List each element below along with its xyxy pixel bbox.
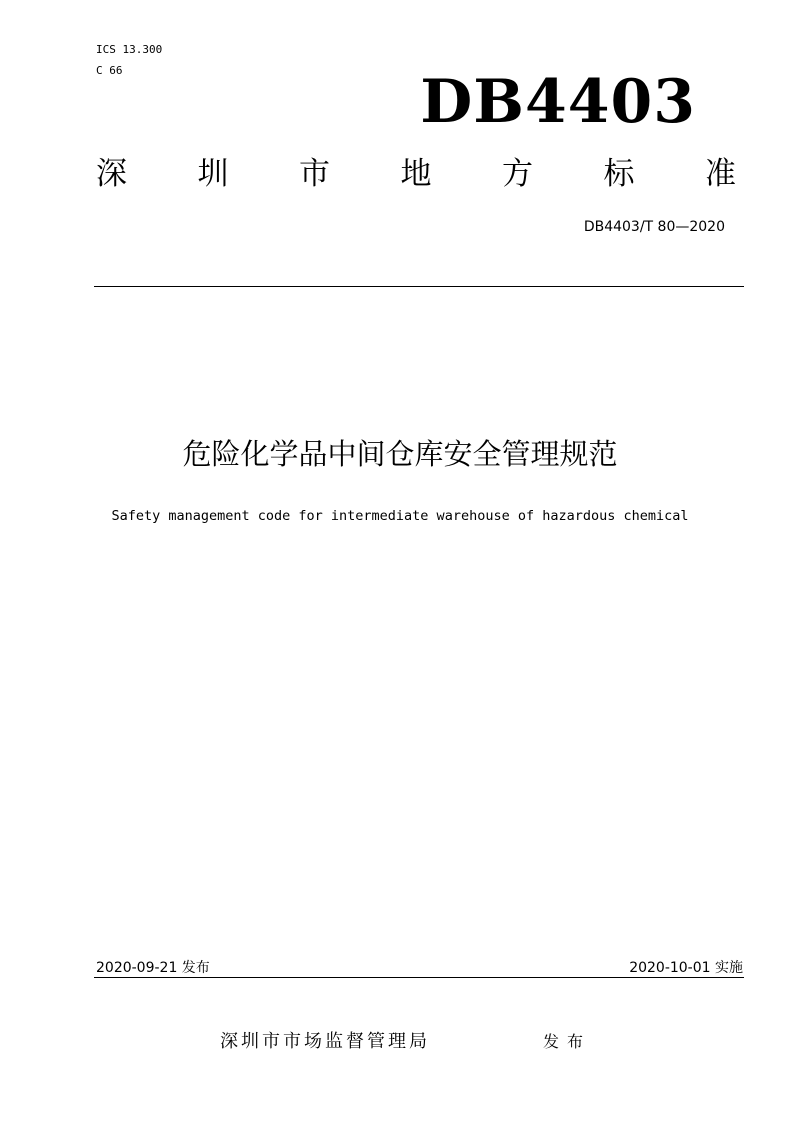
- standard-type-title: [96, 153, 736, 195]
- header-divider: [94, 286, 744, 287]
- standard-type-char: 标: [603, 156, 635, 192]
- document-title-zh: 危险化学品中间仓库安全管理规范: [182, 437, 618, 471]
- issuing-authority: 深圳市市场监督管理局: [220, 1031, 430, 1052]
- implementation-date: 2020-10-01 实施: [629, 960, 743, 976]
- ics-number: ICS 13.300: [96, 43, 163, 56]
- standard-type-char: 圳: [197, 156, 229, 192]
- publish-label: 发布: [543, 1032, 592, 1051]
- standard-type-char: 方: [502, 156, 533, 192]
- standard-code-heading: DB4403: [420, 67, 696, 137]
- document-title-en: Safety management code for intermediate warehouse of hazardous chemical: [111, 508, 689, 524]
- issue-date: 2020-09-21 发布: [96, 960, 210, 976]
- standard-type-char: 地: [400, 156, 432, 192]
- classification-code: C 66: [96, 64, 123, 77]
- standard-type-char: 深: [96, 156, 127, 192]
- standard-type-char: 准: [705, 156, 736, 192]
- footer-divider: [94, 977, 744, 978]
- standard-number: DB4403/T 80—2020: [583, 219, 725, 235]
- standard-type-char: 市: [299, 156, 330, 192]
